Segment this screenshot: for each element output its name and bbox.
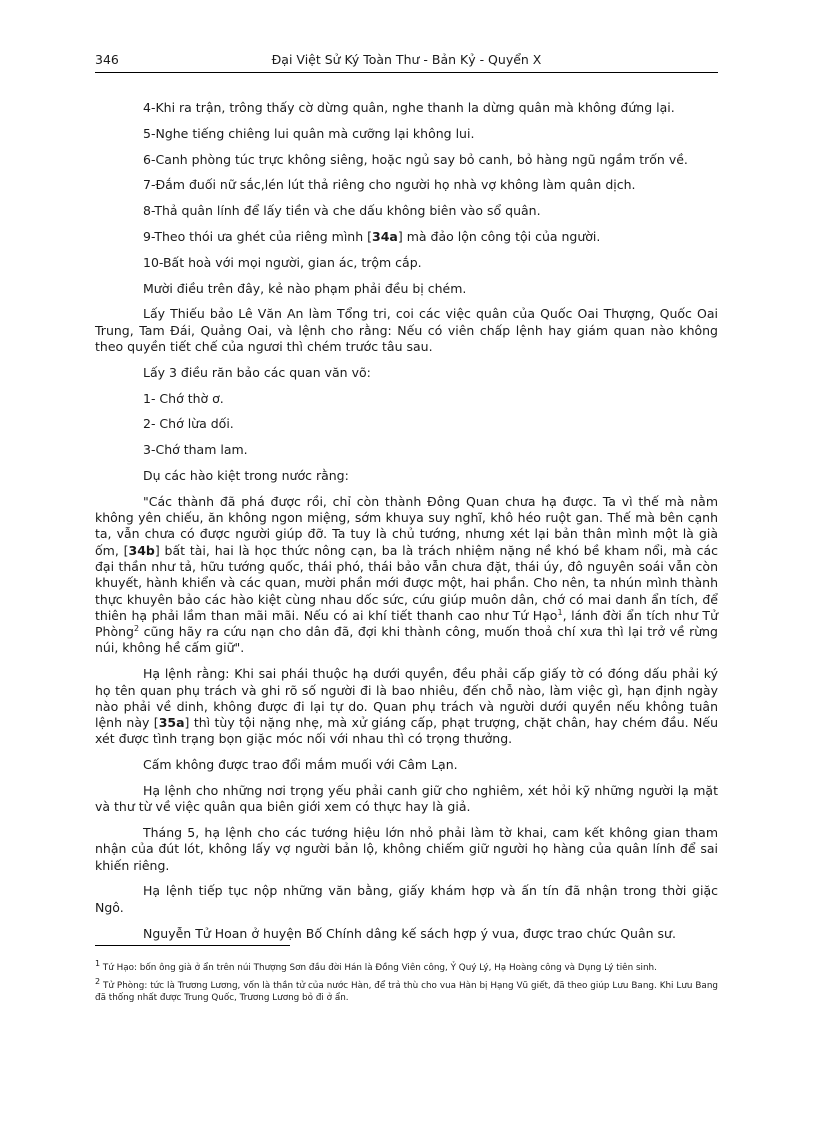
rule-9-text-a: 9-Theo thói ưa ghét của riêng mình [ xyxy=(143,228,372,244)
paragraph-nguyen-tu-hoan: Nguyễn Tử Hoan ở huyện Bố Chính dâng kế sách hợp ý vua, được trao chức Quân sư. xyxy=(143,925,676,941)
rule-10: 10-Bất hoà với mọi người, gian ác, trộm cắp. xyxy=(143,254,422,270)
page-marker-34b: 34b xyxy=(128,542,155,558)
page-marker-35a: 35a xyxy=(158,715,185,731)
three-rule-1: 1- Chớ thờ ơ. xyxy=(143,390,224,406)
rule-7: 7-Đắm đuối nữ sắc,lén lút thả riêng cho người họ nhà vợ không làm quân dịch. xyxy=(143,177,636,193)
rule-9-text-b: ] mà đảo lộn công tội của người. xyxy=(397,228,601,244)
page-marker-34a: 34a xyxy=(372,228,398,244)
body-text xyxy=(95,100,718,951)
ha-lenh-text-1: Hạ lệnh rằng: Khi sai phái thuộc hạ dưới quyền, đều phải cấp giấy tờ có đóng dấu phải ký họ tên quan phụ trách và ghi rõ số người đi là bao nhiêu, đến chỗ nào, làm việc gì, hạn định ngày nào phải về dinh, không được đi lại tự do. Quan phụ trách và người dưới quyền nếu không tuân lệnh này [ xyxy=(95,666,718,731)
rule-4: 4-Khi ra trận, trông thấy cờ dừng quân, nghe thanh la dừng quân mà không đứng lại. xyxy=(143,100,675,115)
speech-text-4: cũng hãy ra cứu nạn cho dân đã, đợi khi thành công, muốn thoả chí xưa thì lại trở về rừng núi, không hề cấm giữ". xyxy=(95,624,718,656)
paragraph-canh-giu: Hạ lệnh cho những nơi trọng yếu phải canh giữ cho nghiêm, xét hỏi kỹ những người lạ mặt và thư từ về việc quân qua biên giới xem có thực hay là giả. xyxy=(95,783,718,815)
footnote-text-1: Tứ Hạo: bốn ông già ở ẩn trên núi Thượng Sơn đầu đời Hán là Đồng Viên công, Ỷ Quý Lý, Hạ Hoàng công và Dụng Lý tiên sinh. xyxy=(100,963,657,973)
paragraph-le-van-an: Lấy Thiếu bảo Lê Văn An làm Tổng tri, coi các việc quân của Quốc Oai Thượng, Quốc Oai Trung, Tam Đái, Quảng Oai, và lệnh cho rằng: Nếu có viên chấp lệnh hay giám quan nào không theo quyền tiết chế của ngươi thì chém trước tâu sau. xyxy=(95,306,718,354)
paragraph-thang-5: Tháng 5, hạ lệnh cho các tướng hiệu lớn nhỏ phải làm tờ khai, cam kết không gian tham nhận của đút lót, không lấy vợ người bản lộ, không chiếm giữ người họ hàng của quân lính để sai khiến riêng. xyxy=(95,825,718,873)
page-header xyxy=(95,52,718,73)
speech-text-2: ] bất tài, hai là học thức nông cạn, ba là trách nhiệm nặng nề khó bề kham nổi, mà các đại thần như tả, hữu tướng quốc, thái phó, thái bảo vẫn chưa đặt, thái úy, đô nguyên soái vẫn còn khuyết, hành khiển và các quan, mười phần mới được một, hai phần. Cho nên, ta nhún mình thành thực khuyên bảo các hào kiệt cùng nhau dốc sức, cứu giúp muôn dân, chớ có mai danh ẩn tích, để thiên hạ phải lầm than mãi mãi. Nếu có ai khí tiết thanh cao như Tứ Hạo xyxy=(95,542,718,623)
footnote-mark-2: 2 xyxy=(95,977,101,987)
rule-5: 5-Nghe tiếng chiêng lui quân mà cưỡng lại không lui. xyxy=(143,125,475,141)
running-title: Đại Việt Sử Ký Toàn Thư - Bản Kỷ - Quyển X xyxy=(271,52,542,67)
paragraph-three-rules: Lấy 3 điều răn bảo các quan văn võ: xyxy=(143,364,371,380)
footnote-2 xyxy=(95,977,718,1004)
paragraph-van-bang: Hạ lệnh tiếp tục nộp những văn bằng, giấy khám hợp và ấn tín đã nhận trong thời giặc Ngô. xyxy=(95,883,718,915)
footnote-mark-1: 1 xyxy=(95,959,101,969)
three-rule-2: 2- Chớ lừa dối. xyxy=(143,416,234,432)
paragraph-du: Dụ các hào kiệt trong nước rằng: xyxy=(143,467,349,483)
paragraph-ten-rules: Mười điều trên đây, kẻ nào phạm phải đều bị chém. xyxy=(143,280,467,296)
ha-lenh-text-2: ] thì tùy tội nặng nhẹ, mà xử giáng cấp, phạt trượng, chặt chân, hay chém đầu. Nếu xét được tình trạng bọn giặc móc nối với nhau thì có trọng thưởng. xyxy=(95,715,719,747)
paragraph-ha-lenh xyxy=(95,666,718,747)
rule-9 xyxy=(95,229,718,245)
three-rule-3: 3-Chớ tham lam. xyxy=(143,442,248,458)
footnote-divider xyxy=(95,945,290,946)
speech-text-3: , lánh đời ẩn tích như Tử Phòng xyxy=(95,607,718,640)
paragraph-speech xyxy=(95,494,718,657)
rule-8: 8-Thả quân lính để lấy tiền và che dấu không biên vào sổ quân. xyxy=(143,203,541,219)
footnote-text-2: Tử Phòng: tức là Trương Lương, vốn là thần tử của nước Hàn, để trả thù cho vua Hàn bị Hạng Vũ giết, đã theo giúp Lưu Bang. Khi Lưu Bang đã thống nhất được Trung Quốc, Trương Lương bỏ đi ở ẩn. xyxy=(95,981,718,1003)
footnote-ref-1: 1 xyxy=(557,607,563,617)
footnote-ref-2: 2 xyxy=(133,623,140,633)
speech-text-1: "Các thành đã phá được rồi, chỉ còn thành Đông Quan chưa hạ được. Ta vì thế mà nằm không yên chiếu, ăn không ngon miệng, sớm khuya suy nghĩ, khô héo ruột gan. Thế mà bên cạnh ta, vẫn chưa có được người giúp đỡ. Ta tuy là chủ tướng, nhưng xét lại bản thân mình một là già ốm, [ xyxy=(95,493,718,558)
paragraph-cam: Cấm không được trao đổi mắm muối với Câm Lạn. xyxy=(143,757,458,773)
footnote-1 xyxy=(95,959,718,974)
rule-6: 6-Canh phòng túc trực không siêng, hoặc ngủ say bỏ canh, bỏ hàng ngũ ngầm trốn về. xyxy=(143,151,688,167)
footnotes xyxy=(95,959,718,1010)
page-number: 346 xyxy=(95,52,119,67)
